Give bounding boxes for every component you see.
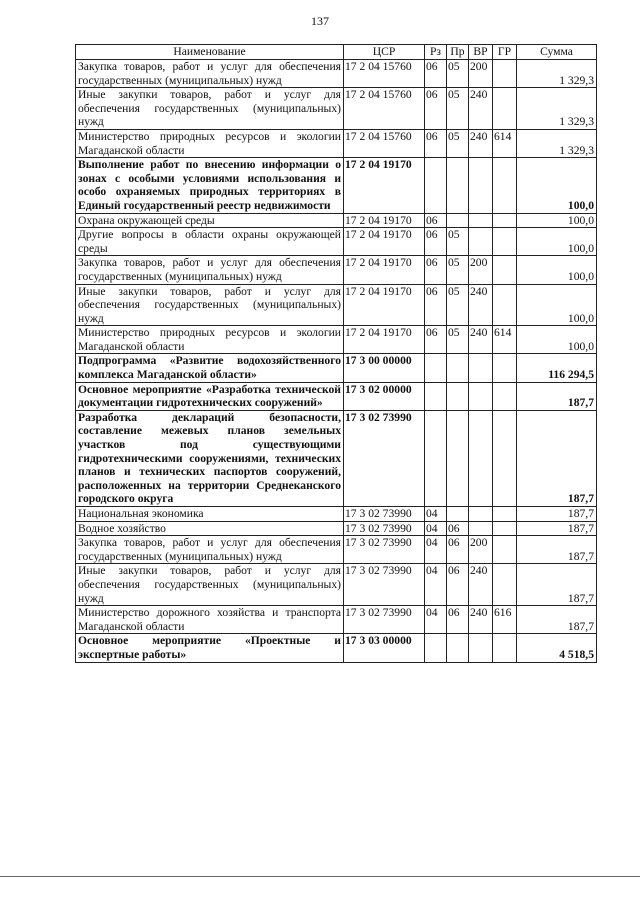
cell-gr [493,564,517,606]
cell-sum: 187,7 [517,410,597,506]
cell-csr: 17 2 04 19170 [344,213,425,228]
cell-pr: 06 [447,536,469,564]
table-row [76,507,597,522]
cell-name: Основное мероприятие «Проектные и экспертные работы» [76,634,344,662]
cell-sum: 100,0 [517,284,597,326]
cell-vr [469,410,493,506]
cell-vr: 200 [469,256,493,284]
cell-gr [493,507,517,522]
header-csr: ЦСР [344,45,425,60]
cell-pr: 05 [447,60,469,88]
cell-pr: 05 [447,88,469,130]
cell-csr: 17 3 02 00000 [344,382,425,410]
cell-pr: 05 [447,129,469,157]
table-row [76,213,597,228]
header-gr: ГР [493,45,517,60]
cell-pr [447,213,469,228]
cell-name: Министерство природных ресурсов и экологии Магаданской области [76,129,344,157]
cell-name: Иные закупки товаров, работ и услуг для обеспечения государственных (муниципальных) нужд [76,284,344,326]
cell-name: Национальная экономика [76,507,344,522]
cell-name: Иные закупки товаров, работ и услуг для обеспечения государственных (муниципальных) нужд [76,564,344,606]
cell-csr: 17 2 04 15760 [344,60,425,88]
table-row [76,410,597,506]
cell-csr: 17 3 02 73990 [344,606,425,634]
cell-gr [493,284,517,326]
cell-sum: 187,7 [517,606,597,634]
cell-pr [447,634,469,662]
cell-rz [425,634,447,662]
cell-csr: 17 2 04 15760 [344,129,425,157]
cell-rz: 06 [425,256,447,284]
cell-name: Другие вопросы в области охраны окружающей среды [76,228,344,256]
cell-vr [469,382,493,410]
cell-name: Водное хозяйство [76,521,344,536]
cell-pr [447,507,469,522]
cell-csr: 17 3 02 73990 [344,536,425,564]
table-row [76,284,597,326]
cell-vr [469,634,493,662]
cell-name: Министерство природных ресурсов и экологии Магаданской области [76,326,344,354]
cell-vr: 240 [469,326,493,354]
cell-pr [447,382,469,410]
cell-rz: 06 [425,326,447,354]
cell-name: Министерство дорожного хозяйства и транспорта Магаданской области [76,606,344,634]
cell-vr [469,507,493,522]
cell-vr: 200 [469,60,493,88]
cell-gr [493,158,517,213]
cell-gr [493,634,517,662]
header-pr: Пр [447,45,469,60]
cell-sum: 100,0 [517,158,597,213]
cell-rz: 04 [425,521,447,536]
cell-sum: 100,0 [517,213,597,228]
cell-sum: 187,7 [517,382,597,410]
cell-name: Охрана окружающей среды [76,213,344,228]
page-number: 137 [311,14,329,28]
cell-pr: 06 [447,564,469,606]
footer-divider [0,876,640,877]
cell-rz: 06 [425,129,447,157]
cell-sum: 187,7 [517,521,597,536]
cell-sum: 187,7 [517,507,597,522]
cell-pr: 05 [447,256,469,284]
cell-name: Основное мероприятие «Разработка технической документации гидротехнических сооружений» [76,382,344,410]
cell-vr: 240 [469,129,493,157]
cell-gr [493,410,517,506]
cell-csr: 17 3 03 00000 [344,634,425,662]
cell-gr [493,382,517,410]
table-header-row [76,45,597,60]
table-row [76,256,597,284]
table-row [76,634,597,662]
cell-vr [469,228,493,256]
cell-vr [469,521,493,536]
cell-vr: 240 [469,606,493,634]
cell-rz: 06 [425,88,447,130]
cell-name: Иные закупки товаров, работ и услуг для обеспечения государственных (муниципальных) нужд [76,88,344,130]
cell-gr [493,521,517,536]
table-row [76,88,597,130]
cell-rz [425,410,447,506]
cell-pr [447,158,469,213]
cell-pr: 05 [447,326,469,354]
cell-csr: 17 2 04 19170 [344,228,425,256]
cell-name: Закупка товаров, работ и услуг для обеспечения государственных (муниципальных) нужд [76,256,344,284]
cell-sum: 1 329,3 [517,88,597,130]
cell-vr: 240 [469,564,493,606]
cell-name: Закупка товаров, работ и услуг для обеспечения государственных (муниципальных) нужд [76,536,344,564]
cell-rz [425,382,447,410]
cell-name: Подпрограмма «Развитие водохозяйственного комплекса Магаданской области» [76,354,344,382]
cell-sum: 4 518,5 [517,634,597,662]
cell-sum: 1 329,3 [517,129,597,157]
cell-rz: 04 [425,606,447,634]
cell-rz [425,354,447,382]
cell-csr: 17 2 04 19170 [344,256,425,284]
cell-sum: 100,0 [517,228,597,256]
cell-sum: 100,0 [517,256,597,284]
cell-csr: 17 3 02 73990 [344,521,425,536]
table-row [76,606,597,634]
cell-sum: 1 329,3 [517,60,597,88]
cell-csr: 17 3 02 73990 [344,564,425,606]
table-row [76,382,597,410]
table-row [76,536,597,564]
cell-gr [493,228,517,256]
cell-pr: 05 [447,284,469,326]
header-rz: Рз [425,45,447,60]
cell-rz: 04 [425,564,447,606]
table-row [76,60,597,88]
table-row [76,564,597,606]
table-row [76,228,597,256]
budget-table [75,44,597,663]
cell-gr: 614 [493,129,517,157]
cell-pr [447,354,469,382]
cell-vr [469,213,493,228]
cell-vr: 200 [469,536,493,564]
table-row [76,354,597,382]
cell-rz: 06 [425,213,447,228]
header-name: Наименование [76,45,344,60]
cell-gr [493,88,517,130]
cell-name: Разработка деклараций безопасности, составление межевых планов земельных участков под существующими гидротехническими сооружениями, технических планов и технических паспортов сооружений, расположенных на территории Среднеканского городского округа [76,410,344,506]
cell-pr [447,410,469,506]
cell-rz [425,158,447,213]
table-row [76,158,597,213]
cell-gr [493,354,517,382]
cell-csr: 17 3 02 73990 [344,410,425,506]
cell-gr [493,256,517,284]
cell-pr: 05 [447,228,469,256]
table-row [76,129,597,157]
cell-csr: 17 2 04 19170 [344,158,425,213]
cell-sum: 100,0 [517,326,597,354]
cell-gr [493,536,517,564]
cell-csr: 17 3 02 73990 [344,507,425,522]
cell-csr: 17 2 04 19170 [344,284,425,326]
cell-rz: 06 [425,284,447,326]
cell-gr: 616 [493,606,517,634]
cell-rz: 04 [425,507,447,522]
cell-gr [493,60,517,88]
cell-vr: 240 [469,88,493,130]
cell-csr: 17 3 00 00000 [344,354,425,382]
table-row [76,521,597,536]
cell-rz: 04 [425,536,447,564]
cell-sum: 187,7 [517,564,597,606]
cell-vr [469,354,493,382]
cell-csr: 17 2 04 15760 [344,88,425,130]
header-sum: Сумма [517,45,597,60]
cell-sum: 116 294,5 [517,354,597,382]
cell-name: Закупка товаров, работ и услуг для обеспечения государственных (муниципальных) нужд [76,60,344,88]
cell-name: Выполнение работ по внесению информации о зонах с особыми условиями использования и особо охраняемых природных территориях в Единый государственный реестр недвижимости [76,158,344,213]
cell-rz: 06 [425,60,447,88]
header-vr: ВР [469,45,493,60]
cell-pr: 06 [447,521,469,536]
cell-vr: 240 [469,284,493,326]
cell-pr: 06 [447,606,469,634]
cell-sum: 187,7 [517,536,597,564]
table-row [76,326,597,354]
cell-rz: 06 [425,228,447,256]
cell-gr [493,213,517,228]
cell-gr: 614 [493,326,517,354]
cell-csr: 17 2 04 19170 [344,326,425,354]
cell-vr [469,158,493,213]
